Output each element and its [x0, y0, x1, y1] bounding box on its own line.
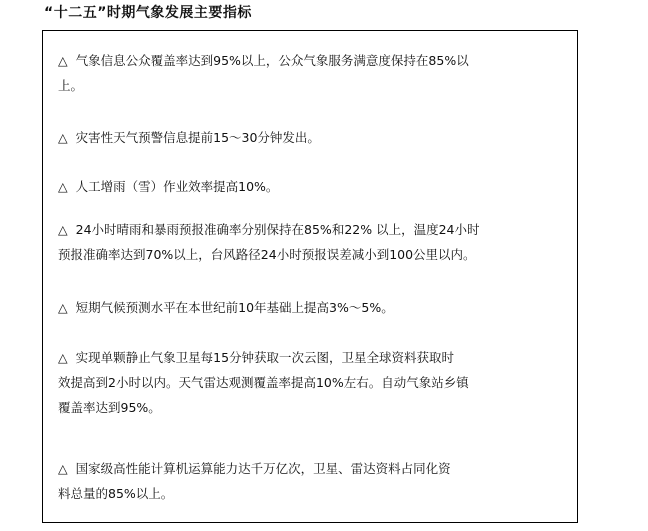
- indicator-text: 国家级高性能计算机运算能力达千万亿次，卫星、雷达资料占同化资: [75, 461, 451, 476]
- indicator-item: [58, 345, 570, 420]
- indicator-text: 实现单颗静止气象卫星每15分钟获取一次云图，卫星全球资料获取时: [75, 350, 455, 365]
- indicator-item: [58, 174, 570, 199]
- triangle-marker-icon: △: [58, 461, 68, 476]
- indicators-box: [42, 30, 578, 523]
- indicator-text: 预报准确率达到70%以上，台风路径24小时预报误差减小到100公里以内。: [58, 247, 476, 262]
- indicator-text: 人工增雨（雪）作业效率提高10%。: [75, 179, 279, 194]
- indicator-item: [58, 456, 570, 506]
- indicator-text: 灾害性天气预警信息提前15～30分钟发出。: [75, 130, 320, 145]
- indicator-text: 料总量的85%以上。: [58, 486, 174, 501]
- indicator-item: [58, 295, 570, 320]
- indicator-text: 气象信息公众覆盖率达到95%以上，公众气象服务满意度保持在85%以: [75, 53, 469, 68]
- triangle-marker-icon: △: [58, 130, 68, 145]
- triangle-marker-icon: △: [58, 53, 68, 68]
- triangle-marker-icon: △: [58, 179, 68, 194]
- triangle-marker-icon: △: [58, 222, 68, 237]
- indicator-text: 效提高到2小时以内。天气雷达观测覆盖率提高10%左右。自动气象站乡镇: [58, 375, 469, 390]
- indicator-text: 上。: [58, 78, 84, 93]
- triangle-marker-icon: △: [58, 350, 68, 365]
- document-title: “十二五”时期气象发展主要指标: [44, 5, 252, 21]
- indicator-item: [58, 125, 570, 150]
- indicator-text: 短期气候预测水平在本世纪前10年基础上提高3%～5%。: [75, 300, 394, 315]
- triangle-marker-icon: △: [58, 300, 68, 315]
- indicator-item: [58, 48, 570, 98]
- indicator-text: 24小时晴雨和暴雨预报准确率分别保持在85%和22% 以上，温度24小时: [75, 222, 480, 237]
- indicator-item: [58, 217, 570, 267]
- indicator-text: 覆盖率达到95%。: [58, 400, 161, 415]
